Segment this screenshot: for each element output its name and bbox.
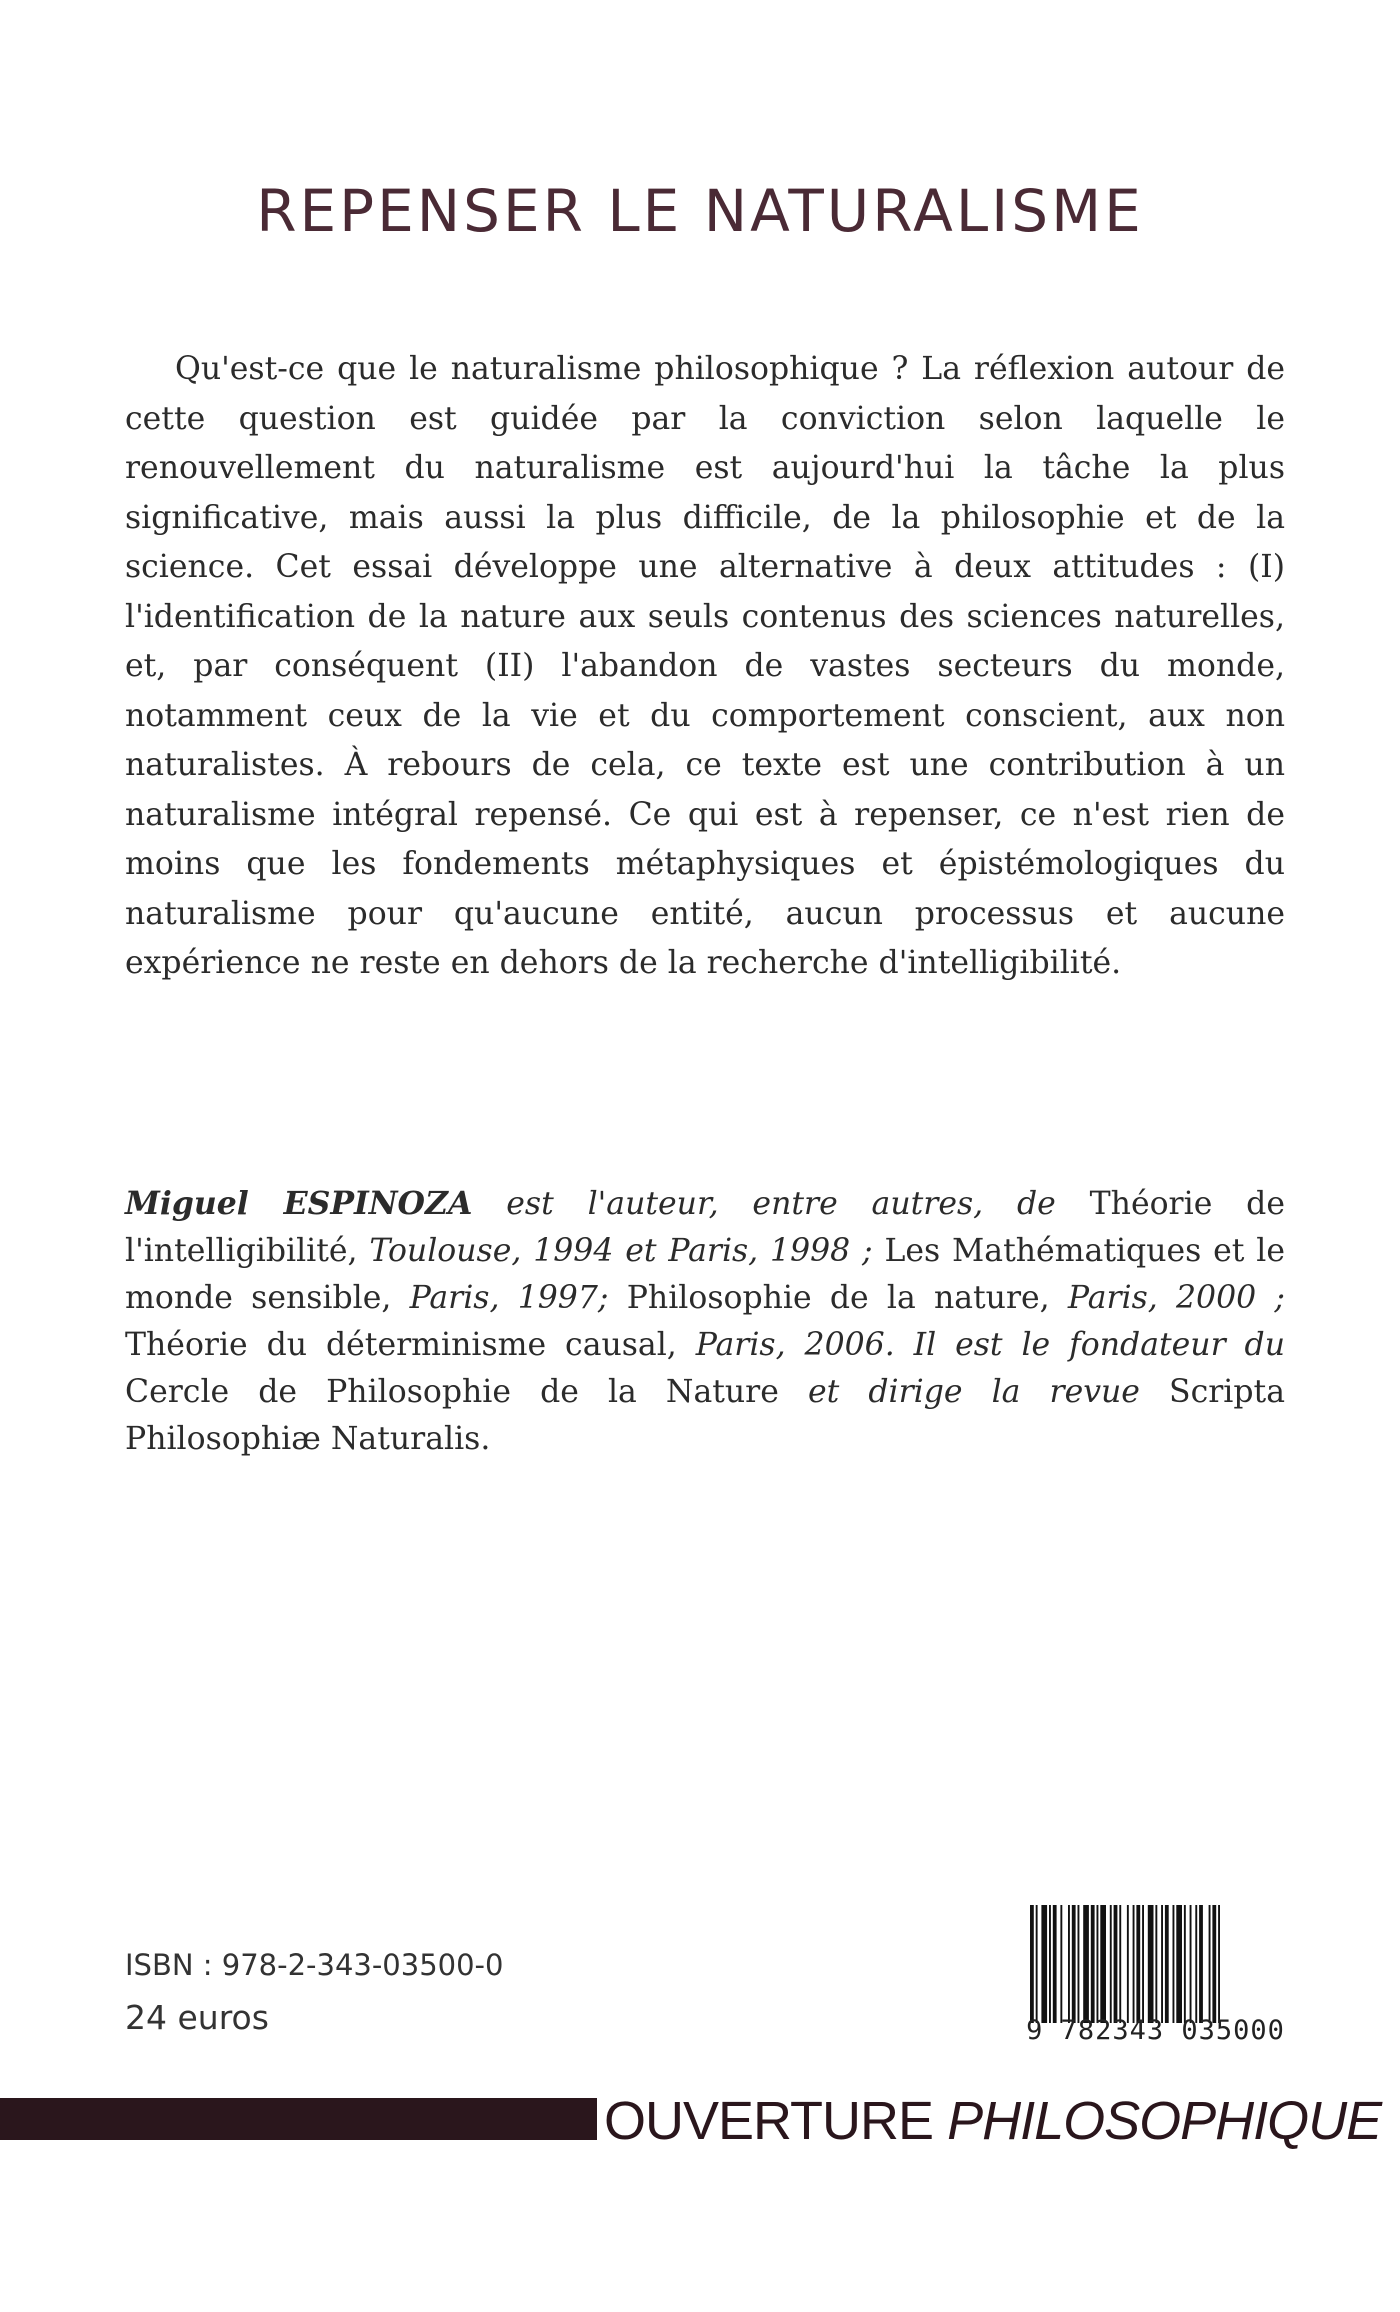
- blurb-text: Qu'est-ce que le naturalisme philosophique ? La réflexion autour de cette question est guidée par la conviction selon laquelle le renouvellement du naturalisme est aujourd'hui la tâche la plus significative, mais aussi la plus difficile, de la philosophie et de la science. Cet essai développe une alternative à deux attitudes : (I) l'identification de la nature aux seuls contenus des sciences naturelles, et, par conséquent (II) l'abandon de vastes secteurs du monde, notamment ceux de la vie et du comportement conscient, aux non naturalistes. À rebours de cela, ce texte est une contribution à un naturalisme intégral repensé. Ce qui est à repenser, ce n'est rien de moins que les fondements métaphysiques et épistémologiques du naturalisme pour qu'aucune entité, aucun processus et aucune expérience ne reste en dehors de la recherche d'intelligibilité.: [125, 351, 1285, 981]
- author-name: Miguel ESPINOZA: [125, 1185, 473, 1222]
- isbn: ISBN : 978-2-343-03500-0: [125, 1948, 504, 1982]
- back-cover-blurb: [125, 345, 1285, 989]
- collection-band: [0, 2098, 597, 2140]
- book-title: REPENSER LE NATURALISME: [256, 176, 1144, 245]
- barcode-number: 9 782343 035000: [1026, 2015, 1285, 2046]
- price: 24 euros: [125, 1998, 269, 2037]
- barcode-graphic: [1028, 1905, 1283, 2023]
- collection-name: OUVERTURE PHILOSOPHIQUE: [604, 2091, 1382, 2151]
- author-bio: Miguel ESPINOZA est l'auteur, entre autres, de Théorie de l'intelligibilité, Toulouse, 1994 et Paris, 1998 ; Les Mathématiques et le monde sensible, Paris, 1997; Philosophie de la nature, Paris, 2000 ; Théorie du déterminisme causal, Paris, 2006. Il est le fondateur du Cercle de Philosophie de la Nature et dirige la revue Scripta Philosophiæ Naturalis.: [125, 1185, 1286, 1457]
